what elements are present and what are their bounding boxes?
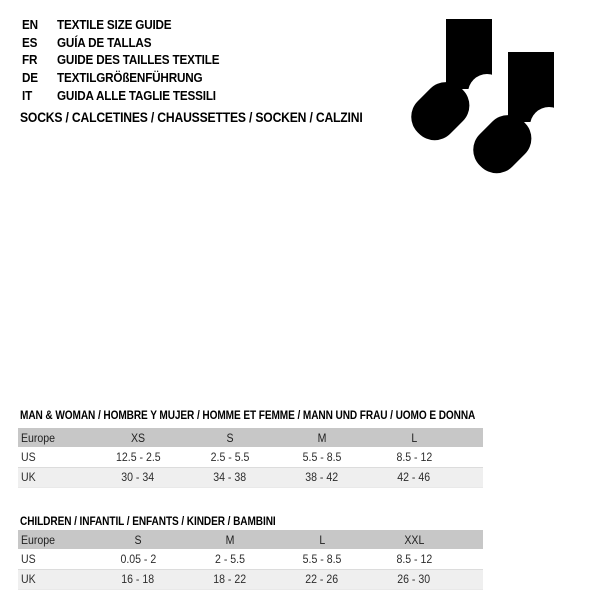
language-row-en [22, 16, 237, 34]
table-row-uk [18, 569, 483, 589]
size-value: 2 - 5.5 [215, 551, 245, 566]
language-label-text: TEXTILGRÖßENFÜHRUNG [57, 70, 203, 86]
language-code-text: ES [22, 34, 38, 50]
language-row-it [22, 86, 237, 104]
table-row-us [18, 549, 483, 569]
socks-icon [405, 15, 575, 180]
size-value: 30 - 34 [121, 470, 155, 484]
size-value: 0.05 - 2 [120, 551, 156, 566]
language-label-text: GUIDA ALLE TAGLIE TESSILI [57, 87, 216, 103]
size-value: 22 - 26 [305, 572, 339, 586]
column-header-size [184, 428, 276, 447]
size-cell [368, 467, 483, 487]
size-cell [92, 447, 184, 467]
column-header-region [18, 428, 92, 447]
column-header-text: S [226, 430, 234, 445]
region-cell [18, 467, 92, 487]
size-value: 5.5 - 8.5 [302, 449, 342, 464]
adult-table-title [20, 408, 562, 422]
column-header-size [92, 428, 184, 447]
size-cell [276, 467, 368, 487]
size-cell [92, 569, 184, 589]
size-cell [368, 569, 483, 589]
language-label-text: GUÍA DE TALLAS [57, 34, 152, 50]
adult-table-header-row [18, 428, 483, 447]
children-table-header-row [18, 530, 483, 549]
size-cell [184, 569, 276, 589]
language-code-text: EN [22, 17, 38, 33]
size-cell [276, 569, 368, 589]
size-cell [92, 467, 184, 487]
size-cell [368, 447, 483, 467]
language-row-es [22, 34, 237, 52]
language-code [22, 52, 57, 67]
language-list [22, 16, 237, 104]
column-header-size [92, 530, 184, 549]
column-header-text: Europe [21, 430, 56, 445]
children-size-table [18, 530, 483, 590]
column-header-size [368, 530, 483, 549]
size-cell [184, 467, 276, 487]
children-table-title [20, 514, 324, 528]
size-value: 18 - 22 [213, 572, 247, 586]
column-header-text: L [411, 430, 417, 445]
size-value: 34 - 38 [213, 470, 247, 484]
adult-size-table [18, 428, 483, 488]
table-row-us [18, 447, 483, 467]
size-cell [276, 447, 368, 467]
region-cell [18, 549, 92, 569]
column-header-text: L [319, 532, 325, 547]
language-code-text: FR [22, 52, 38, 68]
language-code [22, 70, 57, 85]
size-value: 16 - 18 [121, 572, 155, 586]
size-cell [368, 549, 483, 569]
children-table-title-text: CHILDREN / INFANTIL / ENFANTS / KINDER / BAMBINI [20, 514, 276, 528]
language-code-text: DE [22, 70, 38, 86]
language-label [57, 52, 237, 67]
language-label-text: GUIDE DES TAILLES TEXTILE [57, 52, 220, 68]
size-value: 38 - 42 [305, 470, 339, 484]
language-label [57, 70, 219, 85]
size-cell [92, 549, 184, 569]
language-code [22, 88, 57, 103]
category-line-text: SOCKS / CALCETINES / CHAUSSETTES / SOCKEN / CALZINI [20, 110, 363, 125]
size-value: 5.5 - 8.5 [302, 551, 342, 566]
region-text: UK [21, 470, 36, 484]
size-cell [276, 549, 368, 569]
column-header-region [18, 530, 92, 549]
region-cell [18, 447, 92, 467]
column-header-size [184, 530, 276, 549]
category-line [20, 110, 401, 125]
region-text: US [21, 449, 36, 464]
size-value: 12.5 - 2.5 [115, 449, 161, 464]
table-row-uk [18, 467, 483, 487]
region-cell [18, 569, 92, 589]
column-header-text: XXL [404, 532, 424, 547]
column-header-text: Europe [21, 532, 56, 547]
language-row-de [22, 69, 237, 87]
language-label [57, 88, 234, 103]
language-label [57, 17, 184, 32]
size-value: 8.5 - 12 [396, 449, 432, 464]
region-text: UK [21, 572, 36, 586]
size-value: 42 - 46 [397, 470, 431, 484]
language-code [22, 35, 57, 50]
size-cell [184, 549, 276, 569]
column-header-text: S [134, 532, 142, 547]
column-header-text: XS [130, 430, 146, 445]
language-row-fr [22, 51, 237, 69]
column-header-text: M [225, 532, 235, 547]
language-label-text: TEXTILE SIZE GUIDE [57, 17, 172, 33]
size-value: 8.5 - 12 [396, 551, 432, 566]
language-label [57, 35, 162, 50]
column-header-text: M [317, 430, 327, 445]
language-code-text: IT [22, 87, 33, 103]
size-value: 2.5 - 5.5 [210, 449, 250, 464]
language-code [22, 17, 57, 32]
column-header-size [368, 428, 483, 447]
adult-table-title-text: MAN & WOMAN / HOMBRE Y MUJER / HOMME ET FEMME / MANN UND FRAU / UOMO E DONNA [20, 408, 476, 422]
column-header-size [276, 530, 368, 549]
size-value: 26 - 30 [397, 572, 431, 586]
size-cell [184, 447, 276, 467]
region-text: US [21, 551, 36, 566]
column-header-size [276, 428, 368, 447]
